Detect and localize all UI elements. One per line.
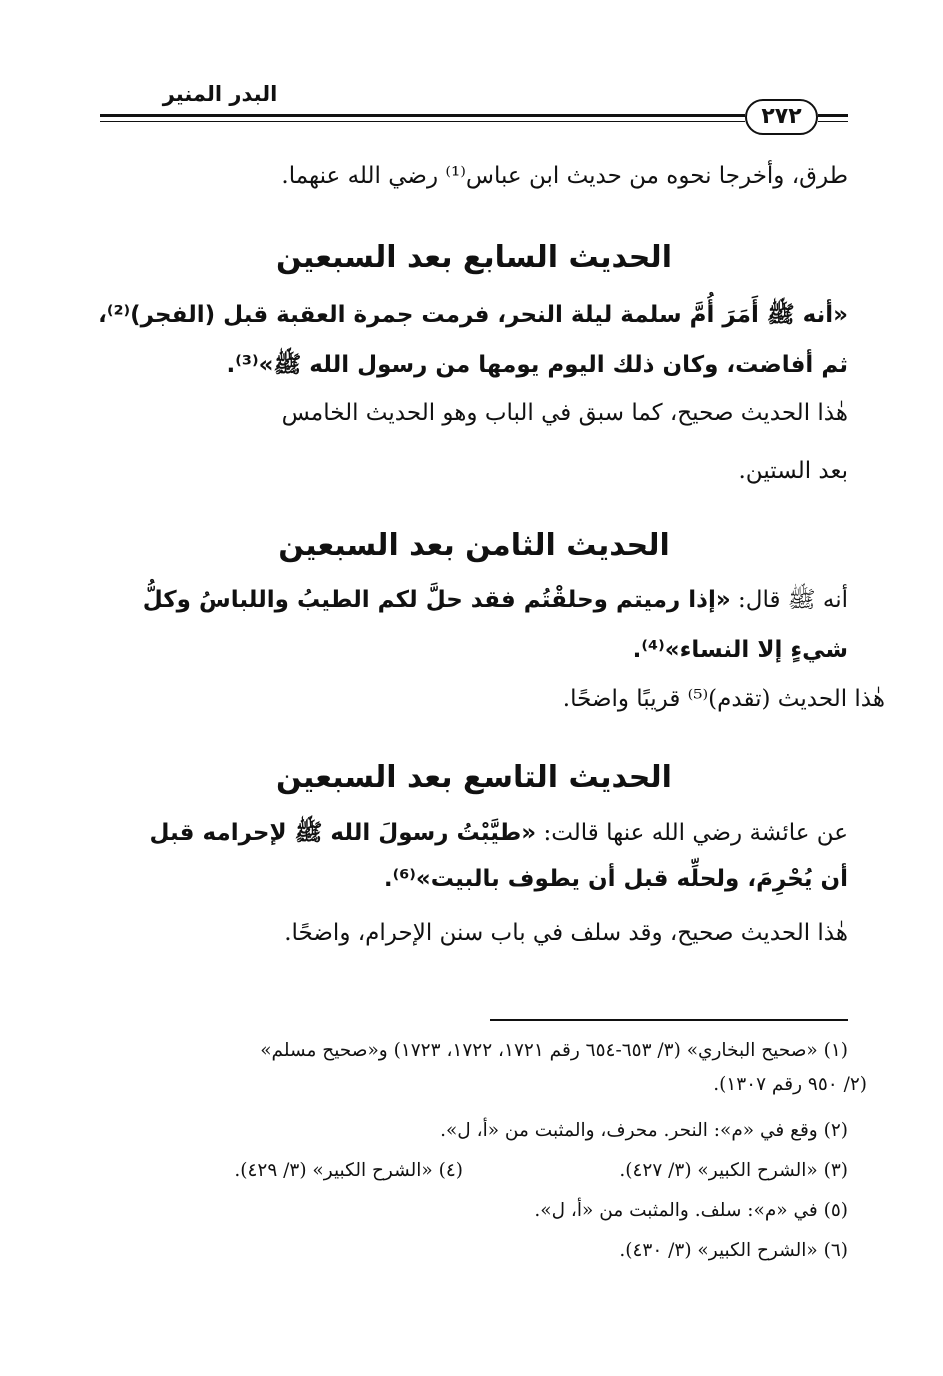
header-rule (100, 114, 745, 117)
running-header-title: البدر المنير (162, 82, 278, 106)
hadith-intro: أنه ﷺ قال: (730, 587, 848, 613)
hadith-text-line (100, 818, 848, 852)
footnote-5: (٥) في «م»: سلف. والمثبت من «أ، ل». (534, 1200, 848, 1221)
section-heading-79: الحديث التاسع بعد السبعين (276, 760, 672, 795)
page-number: ٢٧٢ (745, 99, 818, 135)
section-heading-77: الحديث السابع بعد السبعين (276, 240, 672, 275)
commentary-line: هٰذا الحديث صحيح، كما سبق في الباب وهو الحديث الخامس (281, 400, 848, 426)
header-rule-right (818, 114, 848, 117)
hadith-text-line: شيءٍ إلا النساء»⁽⁴⁾. (632, 637, 848, 663)
hadith-text-line: «أنه ﷺ أَمَرَ أُمَّ سلمة ليلة النحر، فرمت جمرة العقبة قبل (الفجر)⁽²⁾، (98, 302, 848, 328)
hadith-intro: عن عائشة رضي الله عنها قالت: (536, 820, 848, 846)
commentary-line: هٰذا الحديث (تقدم)⁽⁵⁾ قريبًا واضحًا. (562, 686, 885, 712)
footnote-1: (١) «صحيح البخاري» (٣/ ٦٥٣-٦٥٤ رقم ١٧٢١، ١٧٢٢، ١٧٢٣) و«صحيح مسلم» (260, 1040, 848, 1061)
hadith-text-line: ثم أفاضت، وكان ذلك اليوم يومها من رسول الله ﷺ»⁽³⁾. (226, 352, 848, 378)
hadith-text-line (100, 585, 848, 619)
header-rule-thin (100, 121, 745, 122)
paragraph-line: طرق، وأخرجا نحوه من حديث ابن عباس⁽¹⁾ رضي الله عنهما. (281, 163, 848, 189)
footnote-1-cont: (٢/ ٩٥٠ رقم ١٣٠٧). (713, 1074, 867, 1095)
section-heading-78: الحديث الثامن بعد السبعين (278, 528, 670, 563)
hadith-text-line: أن يُحْرِمَ، ولحلِّه قبل أن يطوف بالبيت»⁽⁶⁾. (383, 866, 848, 892)
hadith-quote: «طيَّبْتُ رسولَ الله ﷺ لإحرامه قبل (149, 820, 537, 846)
commentary-line: بعد الستين. (738, 458, 848, 484)
commentary-line: هٰذا الحديث صحيح، وقد سلف في باب سنن الإحرام، واضحًا. (284, 920, 848, 946)
footnote-separator (490, 1019, 848, 1021)
footnote-3: (٣) «الشرح الكبير» (٣/ ٤٢٧). (619, 1160, 848, 1181)
hadith-quote: «إذا رميتم وحلقْتُم فقد حلَّ لكم الطيبُ واللباسُ وكلُّ (142, 587, 731, 613)
footnote-4: (٤) «الشرح الكبير» (٣/ ٤٢٩). (234, 1160, 463, 1181)
footnote-6: (٦) «الشرح الكبير» (٣/ ٤٣٠). (619, 1240, 848, 1261)
footnote-2: (٢) وقع في «م»: النحر. محرف، والمثبت من «أ، ل». (440, 1120, 848, 1141)
header-rule-right-thin (818, 121, 848, 122)
